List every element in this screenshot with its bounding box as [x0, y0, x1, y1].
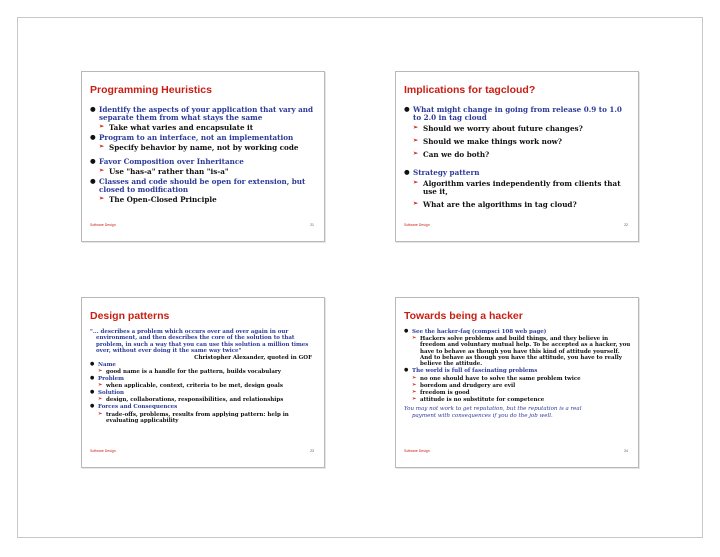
sub-bullet: ➢ boredom and drudgery are evil [404, 383, 632, 389]
slide-number: 24 [624, 449, 628, 453]
slide-body [404, 106, 632, 215]
sub-bullet: ➢ Algorithm varies independently from clients that use it, [404, 180, 632, 197]
bullet: ● Problem [90, 376, 318, 382]
slide-body [404, 329, 632, 419]
bullet: ● What might change in going from release 0.9 to 1.0 to 2.0 in tag cloud [404, 106, 632, 123]
sub-bullet: ➢ design, collaborations, responsibilities, and relationships [90, 397, 318, 403]
slide-footer [404, 223, 628, 229]
slide-programming-heuristics [81, 71, 325, 242]
slide-implications-tagcloud [395, 71, 639, 242]
slide-footer [90, 223, 314, 229]
slide-number: 21 [310, 223, 314, 227]
footer-course: Software Design [90, 223, 116, 227]
sub-bullet: ➢ Can we do both? [404, 151, 632, 159]
sub-bullet: ➢ What are the algorithms in tag cloud? [404, 201, 632, 209]
slide-title: Implications for tagcloud? [404, 84, 536, 96]
slide-number: 22 [624, 223, 628, 227]
sub-bullet: ➢ The Open-Closed Principle [90, 196, 318, 204]
sub-bullet: ➢ freedom is good [404, 390, 632, 396]
bullet: ● Favor Composition over Inheritance [90, 158, 318, 166]
sub-bullet: ➢ attitude is no substitute for competence [404, 397, 632, 403]
bullet: ● Identify the aspects of your application that vary and separate them from what stays the same [90, 106, 318, 123]
slide-footer [90, 449, 314, 455]
footer-course: Software Design [404, 449, 430, 453]
sub-bullet: ➢ Take what varies and encapsulate it [90, 124, 318, 132]
slide-title: Programming Heuristics [90, 84, 212, 96]
slide-number: 23 [310, 449, 314, 453]
sub-bullet: ➢ Hackers solve problems and build things, and they believe in freedom and voluntary mutual help. To be accepted as a hacker, you have to behave as though you have this kind of attitude yourself. And to behave as though you have the attitude, you have to really believe the attitude. [404, 336, 632, 368]
sub-bullet: ➢ good name is a handle for the pattern, builds vocabulary [90, 369, 318, 375]
slide-footer [404, 449, 628, 455]
slide-body [90, 106, 318, 206]
slide-body [90, 329, 318, 425]
bullet: ● Classes and code should be open for extension, but closed to modification [90, 178, 318, 195]
bullet: ● Name [90, 362, 318, 368]
sub-bullet: ➢ Specify behavior by name, not by working code [90, 144, 318, 152]
closing-note-line-2: payment with consequences if you do the job well. [412, 412, 553, 419]
sub-bullet: ➢ trade-offs, problems, results from applying pattern: help in evaluating applicability [90, 412, 318, 425]
quote-attribution: Christopher Alexander, quoted in GOF [194, 354, 312, 361]
slide-title: Towards being a hacker [404, 310, 523, 322]
bullet: ● Forces and Consequences [90, 404, 318, 410]
bullet: ● Strategy pattern [404, 169, 632, 177]
closing-note-line-1: You may not work to get reputation, but the reputation is a real [404, 406, 582, 413]
sub-bullet: ➢ Use "has-a" rather than "is-a" [90, 168, 318, 176]
sub-bullet: ➢ when applicable, context, criteria to be met, design goals [90, 383, 318, 389]
closing-note [404, 406, 632, 419]
slide-design-patterns [81, 297, 325, 468]
bullet: ● Solution [90, 390, 318, 396]
bullet: ● Program to an interface, not an implementation [90, 134, 318, 142]
sub-bullet: ➢ Should we worry about future changes? [404, 125, 632, 133]
footer-course: Software Design [404, 223, 430, 227]
sub-bullet: ➢ Should we make things work now? [404, 138, 632, 146]
bullet: ● The world is full of fascinating problems [404, 368, 632, 374]
bullet: ● See the hacker-faq (compsci 108 web page) [404, 329, 632, 335]
slide-title: Design patterns [90, 310, 170, 322]
footer-course: Software Design [90, 449, 116, 453]
slide-towards-hacker [395, 297, 639, 468]
sub-bullet: ➢ no one should have to solve the same problem twice [404, 376, 632, 382]
quote: "... describes a problem which occurs over and over again in our environment, and then describes the core of the solution to that problem, in such a way that you can use this solution a million times over, without ever doing it the same way twice" [90, 329, 309, 354]
